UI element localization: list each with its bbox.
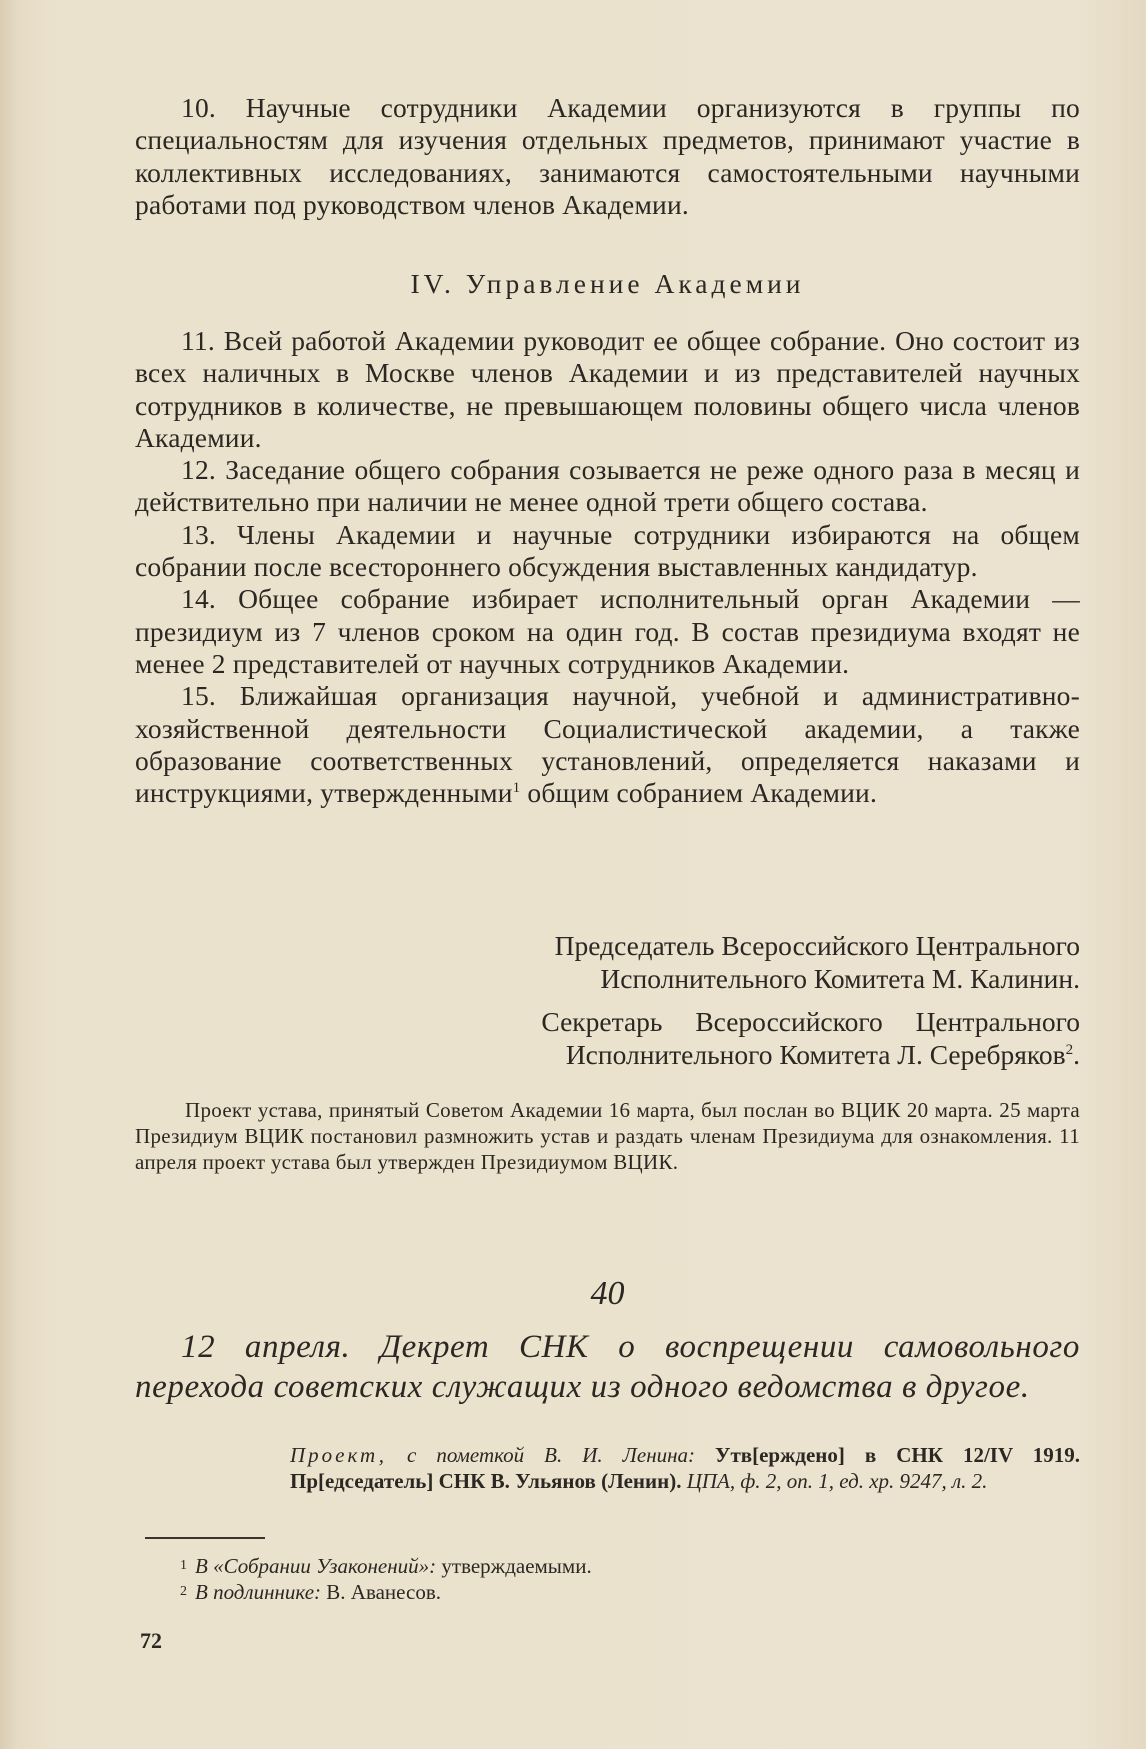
section-body [135, 325, 1080, 809]
source-archive: ЦПА, ф. 2, оп. 1, ед. хр. 9247, л. 2. [681, 1469, 988, 1493]
footnote-1-text: утверждаемыми. [436, 1554, 592, 1578]
document-source-block [135, 1442, 1080, 1494]
document-source [135, 1442, 1080, 1494]
paragraph-10-block [135, 92, 1080, 221]
signature-secretary [135, 1005, 1080, 1071]
editorial-note: Проект устава, принятый Советом Академии 16 марта, был послан во ВЦИК 20 марта. 25 марта Президиум ВЦИК постановил размножить устав и раздать членам Президиума для ознакомления. 11 апреля проект устава был утвержден Президиумом ВЦИК. [135, 1098, 1080, 1174]
paragraph-13: 13. Члены Академии и научные сотрудники избираются на общем собрании после всестороннего обсуждения выставленных кандидатур. [135, 518, 1080, 583]
source-italic: с пометкой В. И. Ленина: [386, 1443, 716, 1467]
paragraph-15 [135, 680, 1080, 809]
paragraph-14: 14. Общее собрание избирает исполнительный орган Академии — президиум из 7 членов сроком на один год. В состав президиума входят не менее 2 представителей от научных сотрудников Академии. [135, 583, 1080, 679]
signature-secretary-end: . [1073, 1039, 1080, 1070]
signature-chair-line1: Председатель Всероссийского Центрального [554, 930, 1080, 961]
footnote-2-text: В. Аванесов. [321, 1580, 441, 1604]
footnote-ref-2: 2 [1065, 1041, 1074, 1058]
page-number: 72 [140, 1628, 162, 1653]
editorial-note-block [135, 1097, 1080, 1175]
footnote-1-italic: В «Собрании Узаконений»: [195, 1554, 437, 1578]
footnote-1-mark: 1 [180, 1558, 187, 1573]
paragraph-10: 10. Научные сотрудники Академии организуются в группы по специальностям для изучения отдельных предметов, принимают участие в коллективных исследованиях, занимаются самостоятельными научными работами под руководством членов Академии. [135, 92, 1080, 220]
footnote-1 [135, 1553, 1080, 1579]
footnote-ref-1: 1 [512, 780, 521, 796]
footnote-divider [145, 1537, 265, 1539]
signature-chair-line2: Исполнительного Комитета М. Калинин. [600, 963, 1080, 994]
signature-chair [135, 929, 1080, 995]
signature-secretary-line2 [135, 1038, 1080, 1071]
paragraph-15-text-a: 15. Ближайшая организация научной, учебной и административно-хозяйственной деятельности Социалистической академии, а также образование соответственных установлений, определяется наказами и инструкциями, утвержденными [135, 680, 1080, 809]
footnote-2 [135, 1579, 1080, 1605]
paragraph-12: 12. Заседание общего собрания созывается не реже одного раза в месяц и действительно при наличии не менее одной трети общего состава. [135, 454, 1080, 518]
source-bold: Утв[ерждено] в СНК 12/IV 1919. Пр[едседатель] СНК В. Ульянов (Ленин). [290, 1443, 1081, 1493]
document-number-block [135, 1275, 1080, 1313]
footnote-2-italic: В подлиннике: [195, 1580, 322, 1604]
document-title: 12 апреля. Декрет СНК о воспрещении самовольного перехода советских служащих из одного ведомства в другое. [135, 1329, 1080, 1405]
paragraph-11: 11. Всей работой Академии руководит ее общее собрание. Оно состоит из всех наличных в Москве членов Академии и из представителей научных сотрудников в количестве, не превышающем половины общего числа членов Академии. [135, 325, 1080, 453]
document-title-block [135, 1327, 1080, 1407]
footnotes [135, 1553, 1080, 1605]
signature-secretary-name: Исполнительного Комитета Л. Серебряков [565, 1039, 1066, 1070]
signature-secretary-line1: Секретарь Всероссийского Центрального [541, 1006, 1080, 1037]
paragraph-15-text-b: общим собранием Академии. [520, 777, 878, 809]
section-heading: IV. Управление Академии [410, 268, 805, 299]
footnote-2-mark: 2 [180, 1584, 187, 1599]
section-heading-block [135, 268, 1080, 300]
source-spaced: Проект, [290, 1443, 387, 1467]
document-number: 40 [590, 1275, 625, 1312]
